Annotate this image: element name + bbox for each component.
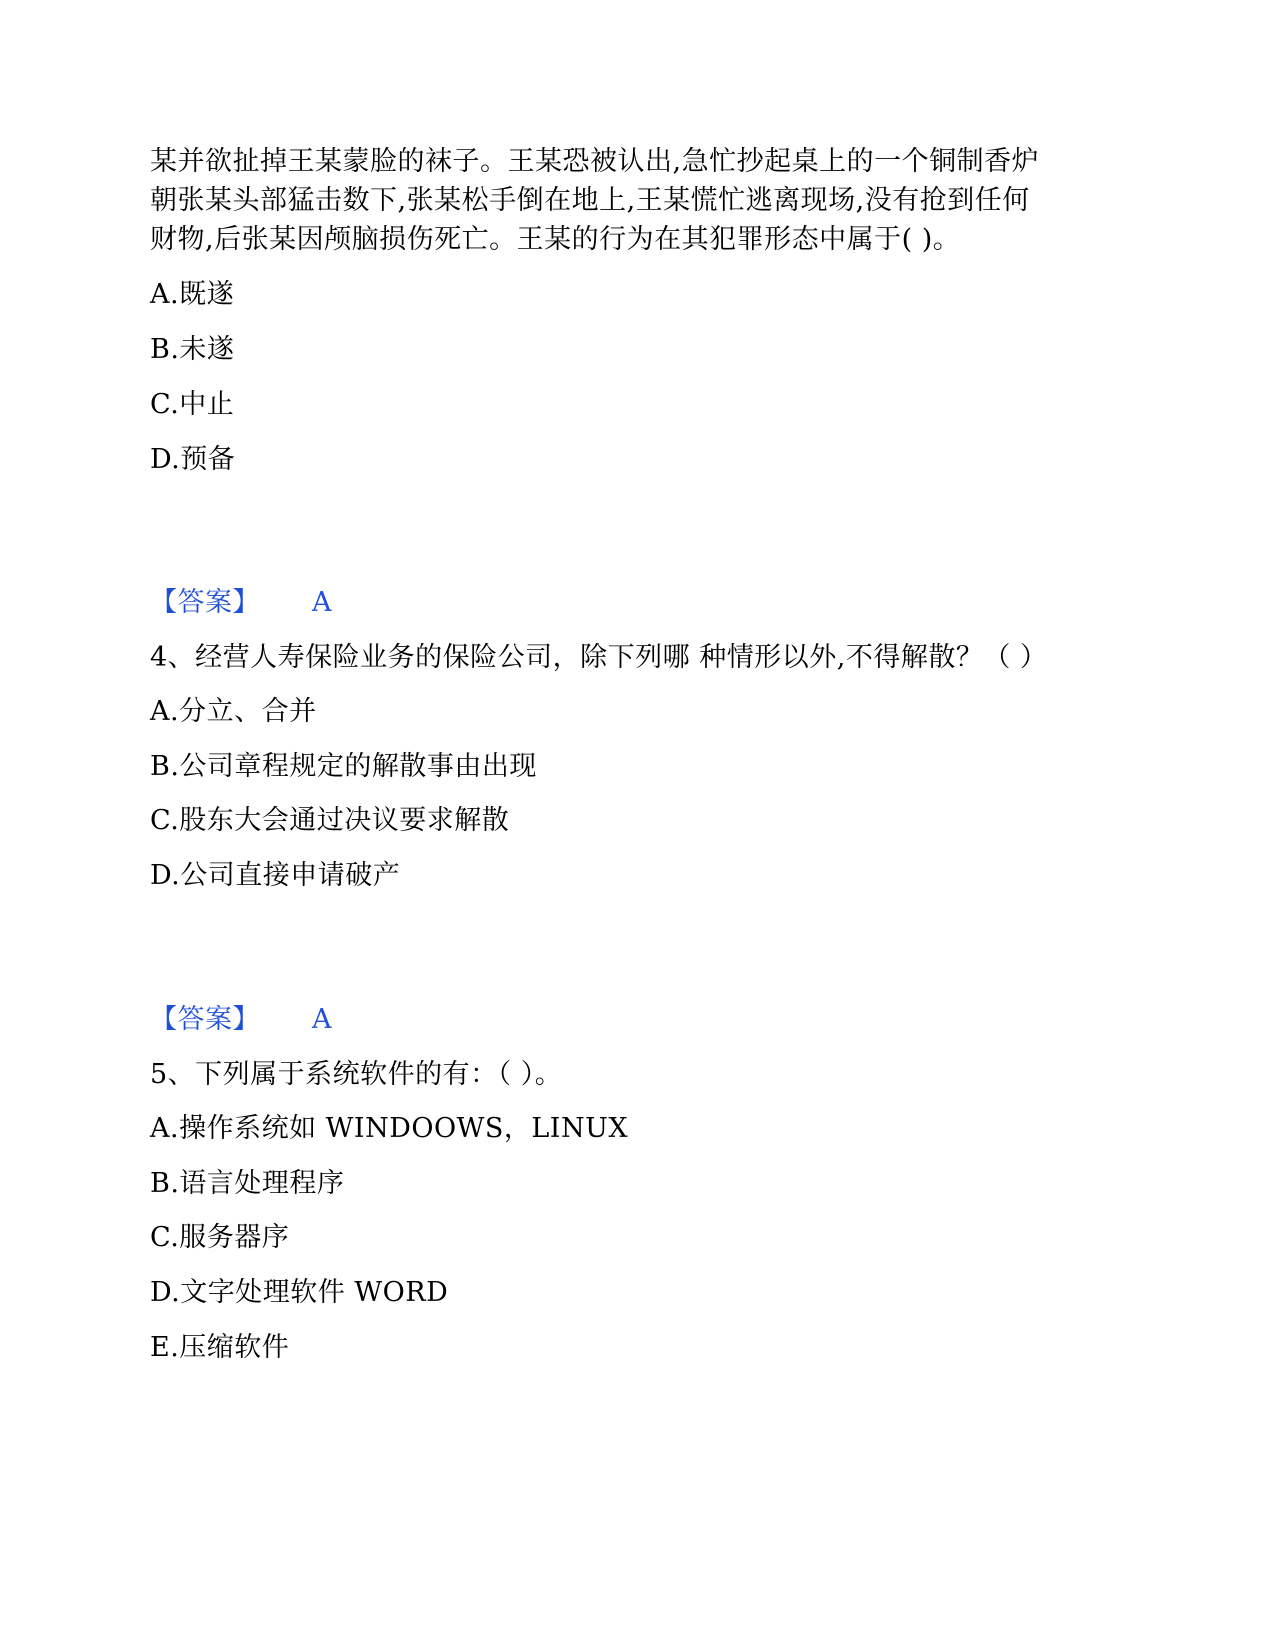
- q3-option-b: B.未遂: [150, 334, 235, 365]
- q3-option-c: C.中止: [150, 389, 235, 420]
- q3-answer-value: A: [312, 587, 332, 618]
- q4-option-d: D.公司直接申请破产: [150, 860, 401, 891]
- q3-option-a: A.既遂: [150, 279, 235, 310]
- q4-option-a: A.分立、合并: [150, 696, 317, 727]
- q5-option-c: C.服务器序: [150, 1222, 290, 1253]
- q3-option-d: D.预备: [150, 444, 236, 475]
- q3-answer: [150, 583, 332, 623]
- q4-option-b: B.公司章程规定的解散事由出现: [150, 751, 537, 782]
- q5-option-d: D.文字处理软件 WORD: [150, 1277, 449, 1308]
- q5-option-a: A.操作系统如 WINDOOWS，LINUX: [150, 1113, 629, 1144]
- q4-option-c: C.股东大会通过决议要求解散: [150, 805, 510, 836]
- q3-answer-label: 【答案】: [150, 587, 260, 618]
- q3-stem-line-3: 财物,后张某因颅脑损伤死亡。王某的行为在其犯罪形态中属于( )。: [150, 224, 961, 255]
- q5-option-e: E.压缩软件: [150, 1332, 290, 1363]
- q5-stem: 5、下列属于系统软件的有：（ ）。: [150, 1059, 563, 1090]
- q4-stem: 4、经营人寿保险业务的保险公司，除下列哪 种情形以外,不得解散？（ ）: [150, 642, 1048, 673]
- q4-answer: [150, 1000, 332, 1040]
- q4-answer-value: A: [312, 1004, 332, 1035]
- q3-stem-line-1: 某并欲扯掉王某蒙脸的袜子。王某恐被认出,急忙抄起桌上的一个铜制香炉: [150, 146, 1040, 177]
- q3-stem-line-2: 朝张某头部猛击数下,张某松手倒在地上,王某慌忙逃离现场,没有抢到任何: [150, 185, 1030, 216]
- q5-option-b: B.语言处理程序: [150, 1168, 345, 1199]
- q4-answer-label: 【答案】: [150, 1004, 260, 1035]
